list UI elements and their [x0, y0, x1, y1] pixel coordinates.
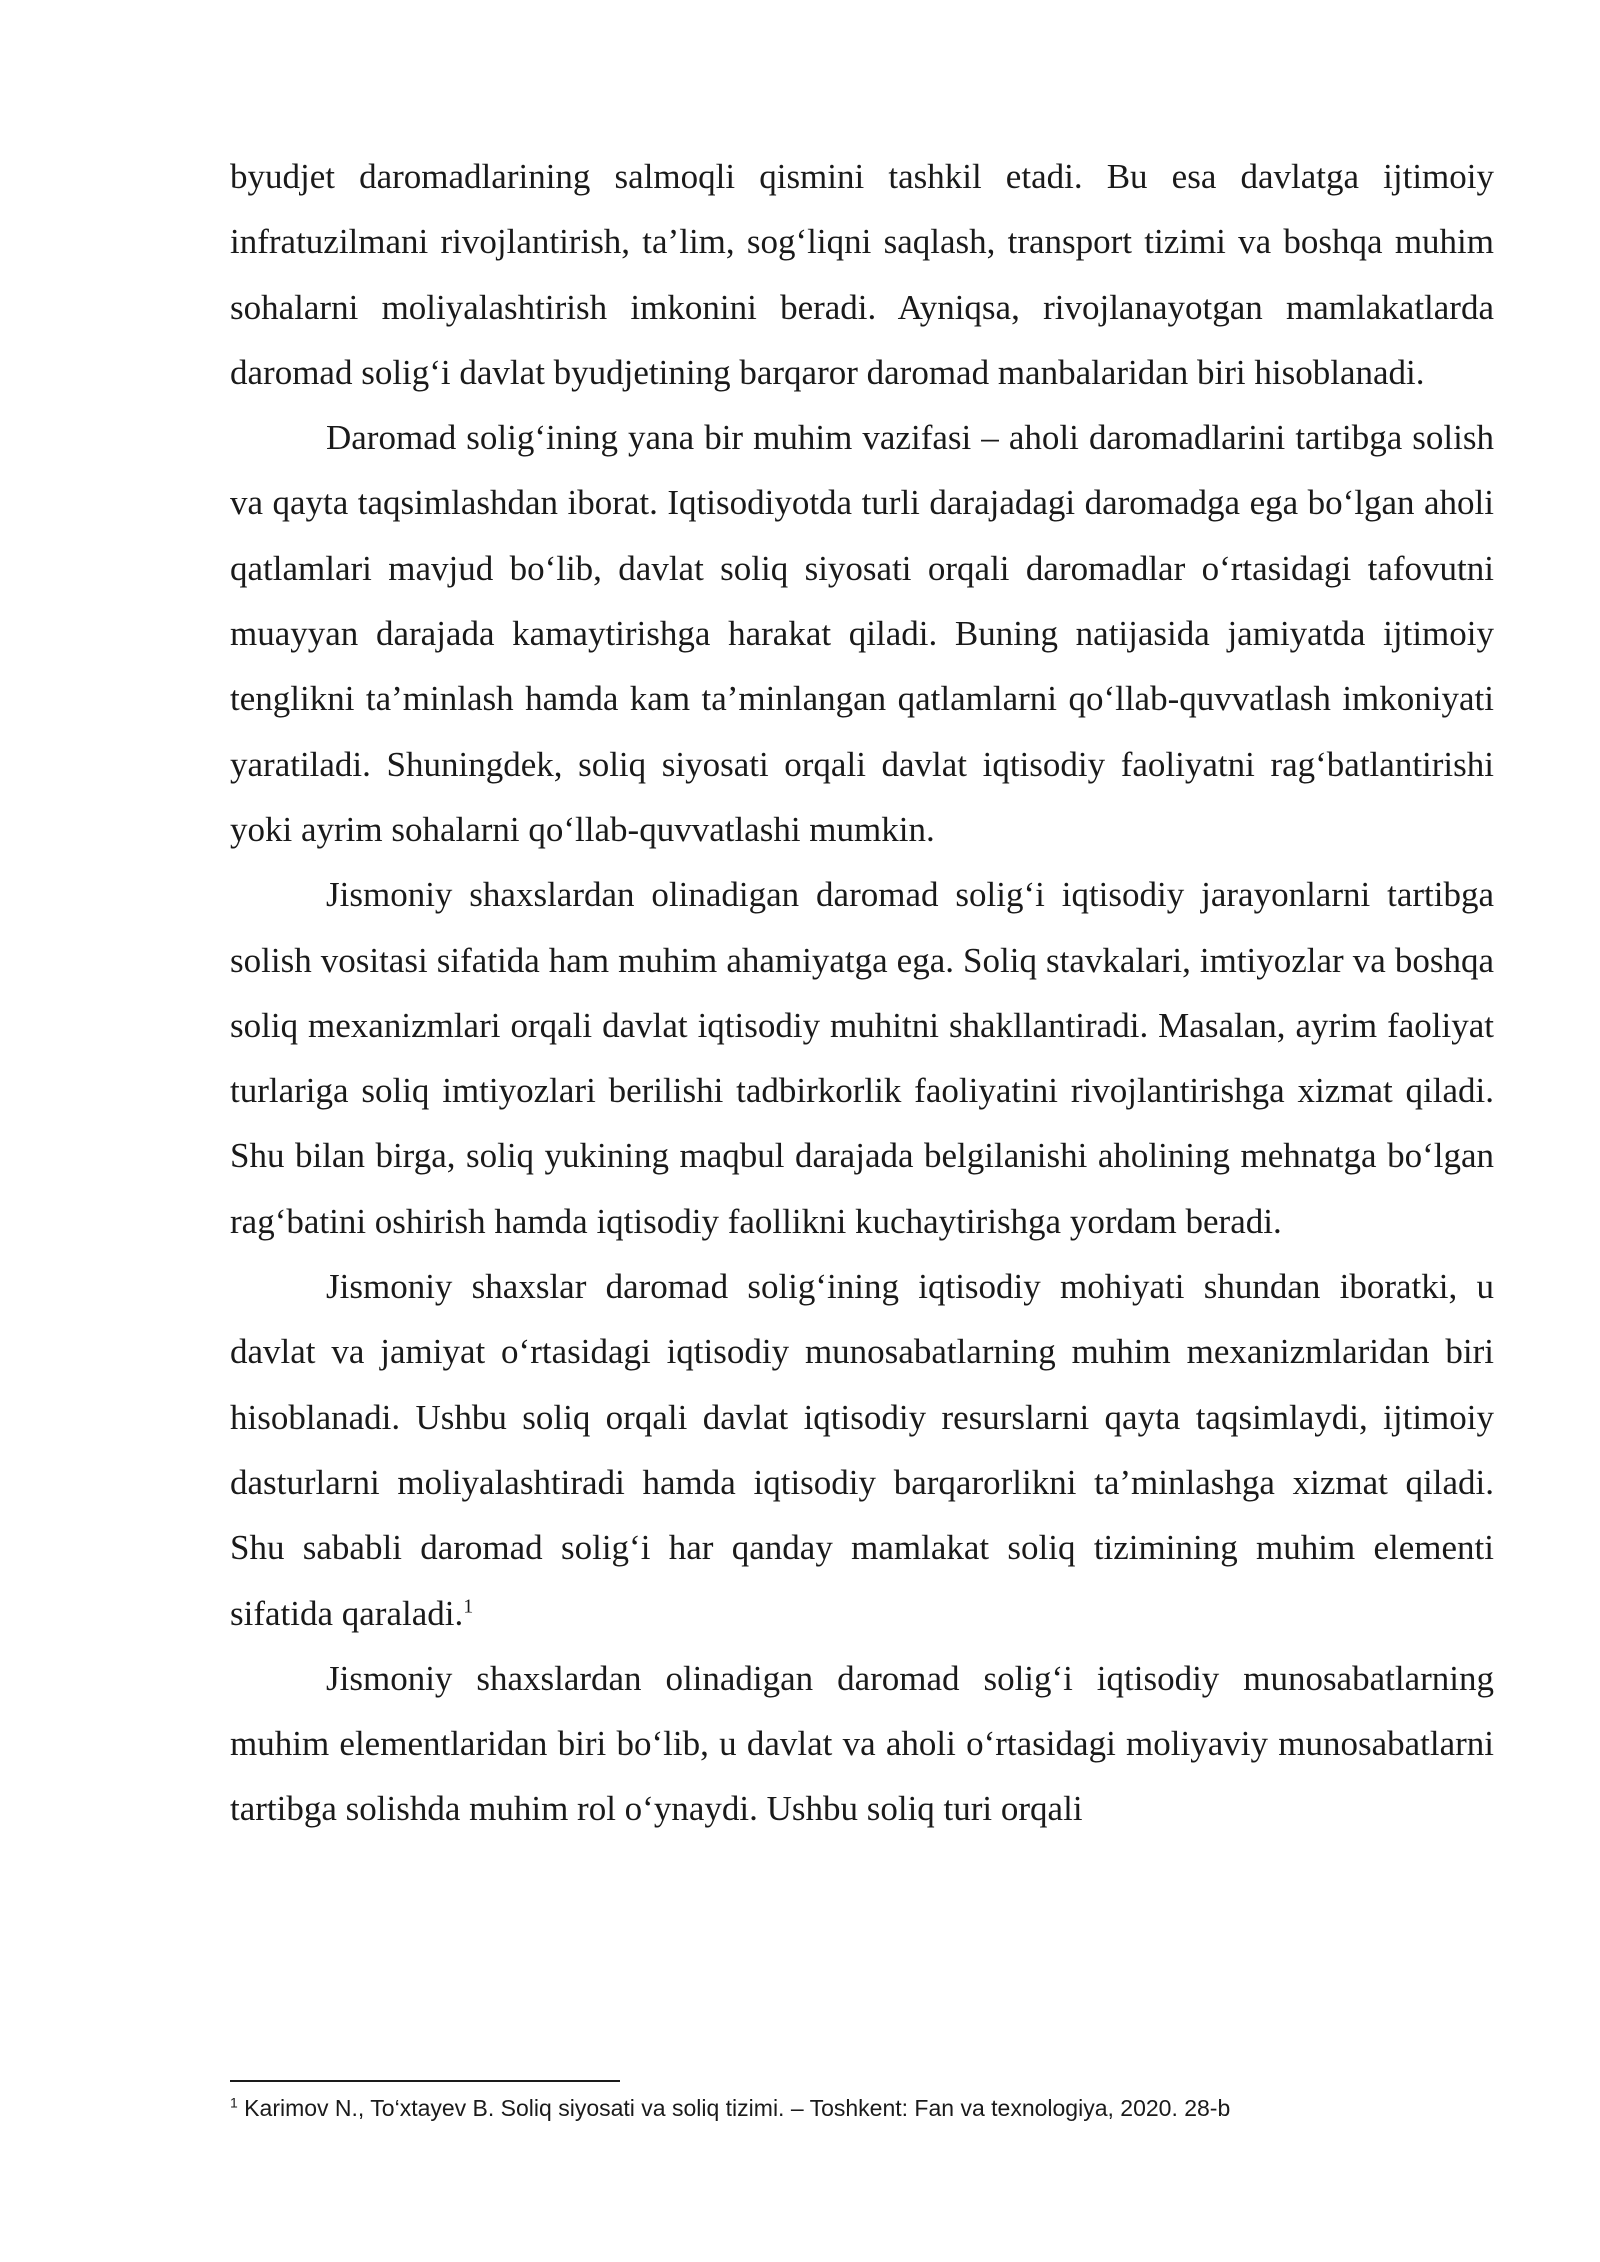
paragraph-2 [230, 405, 1494, 862]
paragraph-5-text: Jismoniy shaxslardan olinadigan daromad solig‘i iqtisodiy munosabatlarning muhim elementlaridan biri bo‘lib, u davlat va aholi o‘rtasidagi moliyaviy munosabatlarni tartibga solishda muhim rol o‘ynaydi. Ushbu soliq turi orqali [230, 1658, 1494, 1829]
paragraph-2-text: Daromad solig‘ining yana bir muhim vazifasi – aholi daromadlarini tartibga solish va qayta taqsimlashdan iborat. Iqtisodiyotda turli darajadagi daromadga ega bo‘lgan aholi qatlamlari mavjud bo‘lib, davlat soliq siyosati orqali daromadlar o‘rtasidagi tafovutni muayyan darajada kamaytirishga harakat qiladi. Buning natijasida jamiyatda ijtimoiy tenglikni ta’minlash hamda kam ta’minlangan qatlamlarni qo‘llab-quvvatlash imkoniyati yaratiladi. Shuningdek, soliq siyosati orqali davlat iqtisodiy faoliyatni rag‘batlantirishi yoki ayrim sohalarni qo‘llab-quvvatlashi mumkin. [230, 418, 1494, 849]
paragraph-5 [230, 1646, 1494, 1842]
footnote-marker: 1 [230, 2094, 238, 2111]
paragraph-4 [230, 1254, 1494, 1646]
paragraph-4-text: Jismoniy shaxslar daromad solig‘ining iqtisodiy mohiyati shundan iboratki, u davlat va jamiyat o‘rtasidagi iqtisodiy munosabatlarning muhim mexanizmlaridan biri hisoblanadi. Ushbu soliq orqali davlat iqtisodiy resurslarni qayta taqsimlaydi, ijtimoiy dasturlarni moliyalashtiradi hamda iqtisodiy barqarorlikni ta’minlashga xizmat qiladi. Shu sababli daromad solig‘i har qanday mamlakat soliq tizimining muhim elementi sifatida qaraladi. [230, 1267, 1494, 1633]
footnote [230, 2092, 1494, 2124]
body-text [230, 144, 1494, 1842]
footnote-separator [230, 2080, 620, 2082]
paragraph-3 [230, 862, 1494, 1254]
paragraph-1 [230, 144, 1494, 405]
paragraph-1-text: byudjet daromadlarining salmoqli qismini tashkil etadi. Bu esa davlatga ijtimoiy infratuzilmani rivojlantirish, ta’lim, sog‘liqni saqlash, transport tizimi va boshqa muhim sohalarni moliyalashtirish imkonini beradi. Ayniqsa, rivojlanayotgan mamlakatlarda daromad solig‘i davlat byudjetining barqaror daromad manbalaridan biri hisoblanadi. [230, 157, 1494, 392]
paragraph-3-text: Jismoniy shaxslardan olinadigan daromad solig‘i iqtisodiy jarayonlarni tartibga solish vositasi sifatida ham muhim ahamiyatga ega. Soliq stavkalari, imtiyozlar va boshqa soliq mexanizmlari orqali davlat iqtisodiy muhitni shakllantiradi. Masalan, ayrim faoliyat turlariga soliq imtiyozlari berilishi tadbirkorlik faoliyatini rivojlantirishga xizmat qiladi. Shu bilan birga, soliq yukining maqbul darajada belgilanishi aholining mehnatga bo‘lgan rag‘batini oshirish hamda iqtisodiy faollikni kuchaytirishga yordam beradi. [230, 875, 1494, 1241]
footnote-reference[interactable]: 1 [463, 1594, 474, 1617]
footnote-text: Karimov N., To‘xtayev B. Soliq siyosati va soliq tizimi. – Toshkent: Fan va texnologiya, 2020. 28-b [237, 2095, 1231, 2121]
